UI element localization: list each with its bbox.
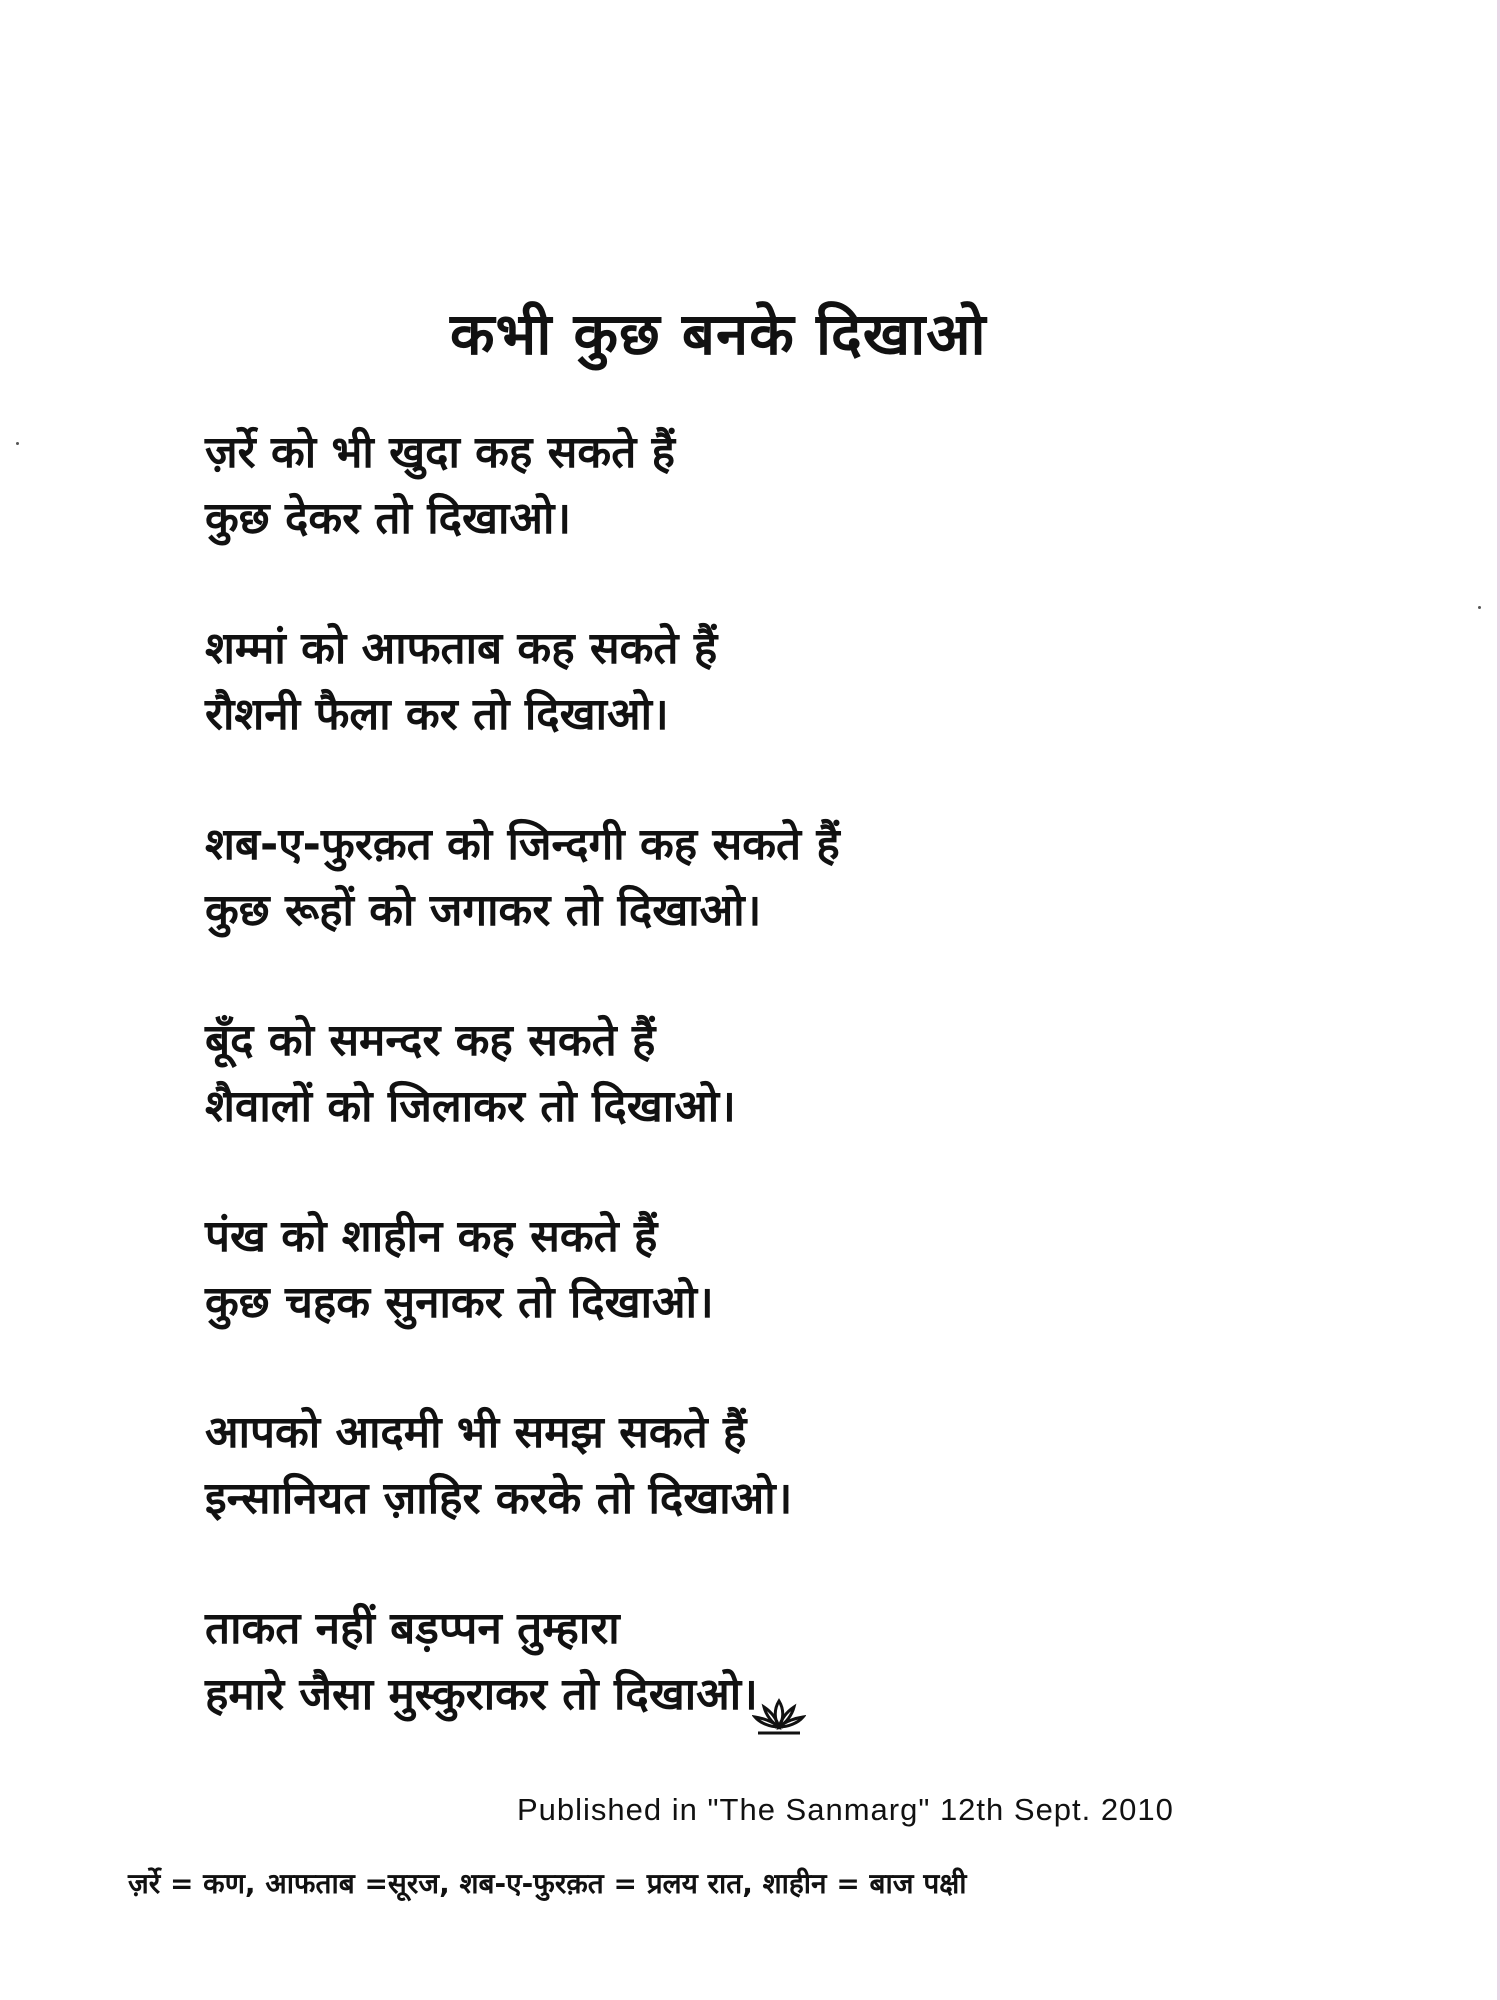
poem-line: शम्मां को आफताब कह सकते हैं [205,623,718,674]
poem-line: ज़र्रे को भी खुदा कह सकते हैं [205,427,675,478]
stanza [205,1204,1355,1336]
poem-line: शब-ए-फुरक़त को जिन्दगी कह सकते हैं [205,819,840,870]
poem-line: आपको आदमी भी समझ सकते हैं [205,1407,747,1458]
poem-line: कुछ रूहों को जगाकर तो दिखाओ। [205,885,762,936]
stanza [205,420,1355,552]
poem-line: कुछ देकर तो दिखाओ। [205,493,572,544]
stanza [205,1008,1355,1140]
poem-body [205,420,1355,1792]
poem-line: रौशनी फैला कर तो दिखाओ। [205,689,669,740]
scan-speck [1478,606,1481,609]
stanza [205,812,1355,944]
scan-speck [16,442,19,445]
poem-line: बूँद को समन्दर कह सकते हैं [205,1015,656,1066]
poem-line: हमारे जैसा मुस्कुराकर तो दिखाओ। [205,1669,758,1720]
poem-line: इन्सानियत ज़ाहिर करके तो दिखाओ। [205,1473,793,1524]
poem-line: पंख को शाहीन कह सकते हैं [205,1211,658,1262]
stanza [205,1400,1355,1532]
poem-line: ताकत नहीं बड़प्पन तुम्हारा [205,1603,620,1654]
publication-note: Published in "The Sanmarg" 12th Sept. 2010 [517,1792,1174,1827]
poem-line: शैवालों को जिलाकर तो दिखाओ। [205,1081,736,1132]
lotus-icon [752,1697,806,1737]
poem-title: कभी कुछ बनके दिखाओ [450,300,987,368]
poem-line: कुछ चहक सुनाकर तो दिखाओ। [205,1277,714,1328]
glossary-footnote: ज़र्रे = कण, आफताब =सूरज, शब-ए-फुरक़त = प्रलय रात, शाहीन = बाज पक्षी [128,1867,967,1900]
stanza [205,616,1355,748]
